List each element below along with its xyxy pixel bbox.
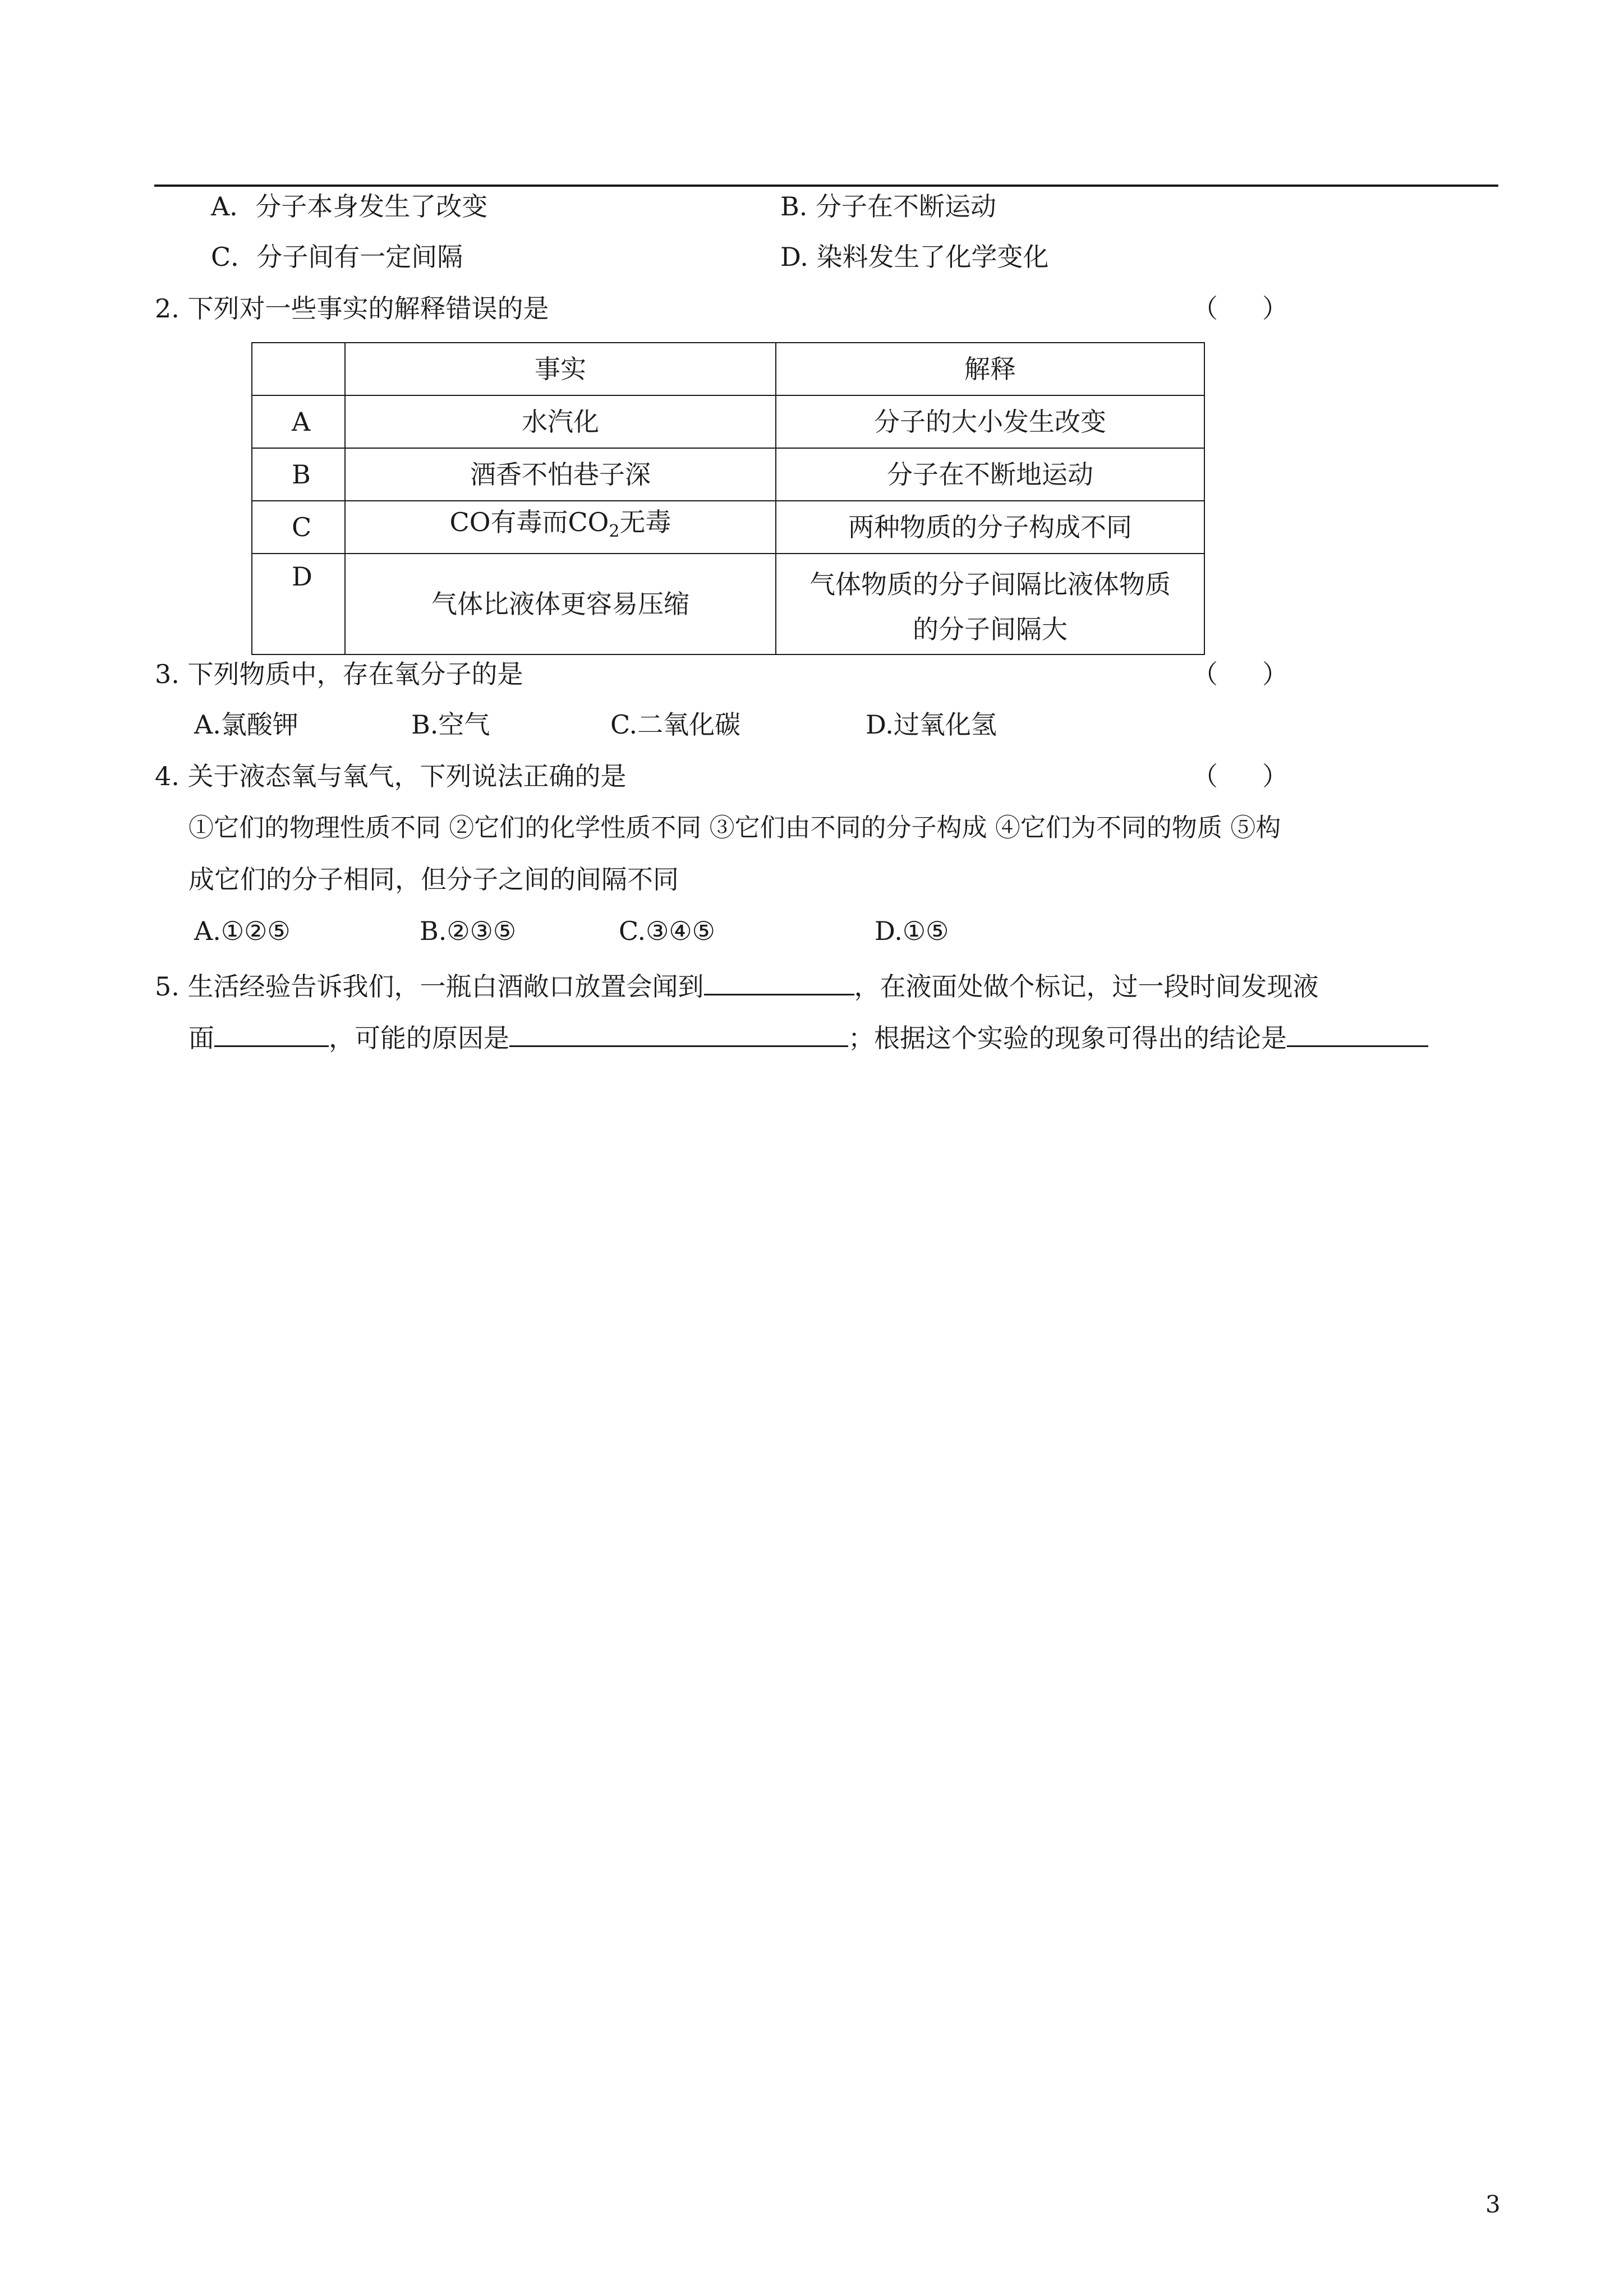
- q4-option-a: A.①②⑤: [194, 916, 291, 946]
- table-row: [252, 501, 1204, 554]
- fact-text: CO有毒而CO: [449, 507, 609, 538]
- q1-option-b: B. 分子在不断运动: [780, 191, 997, 222]
- q5-line1: [155, 966, 1319, 1003]
- q5-line2: [188, 1017, 1428, 1055]
- q5-blank-smell: [704, 966, 854, 995]
- q5-text: 5. 生活经验告诉我们，一瓶白酒敞口放置会闻到: [155, 971, 704, 1002]
- table-header-cell: [252, 343, 345, 395]
- row-fact: 水汽化: [345, 395, 776, 448]
- row-letter: D: [252, 554, 345, 654]
- table-row: [252, 395, 1204, 448]
- row-explanation: 分子在不断地运动: [776, 448, 1204, 501]
- table-row: [252, 554, 1204, 654]
- q5-text: ；根据这个实验的现象可得出的结论是: [848, 1023, 1287, 1053]
- q4-option-d: D.①⑤: [875, 916, 949, 946]
- q3-paren-right: ）: [1262, 659, 1288, 689]
- explanation-line: 气体物质的分子间隔比液体物质: [809, 569, 1171, 600]
- table-row: [252, 448, 1204, 501]
- q3-option-d: D.过氧化氢: [866, 709, 997, 740]
- q1-option-d: D. 染料发生了化学变化: [780, 242, 1049, 272]
- q5-text: ，可能的原因是: [329, 1023, 509, 1053]
- q5-text: 面: [188, 1023, 214, 1053]
- q5-text: ，在液面处做个标记，过一段时间发现液: [854, 971, 1319, 1002]
- row-fact: [345, 501, 776, 554]
- q3-option-c: C.二氧化碳: [610, 709, 741, 740]
- row-fact: 气体比液体更容易压缩: [345, 554, 776, 654]
- q3-option-a: A.氯酸钾: [194, 709, 298, 740]
- explanation-line: 的分子间隔大: [913, 614, 1068, 644]
- subscript: 2: [609, 522, 620, 542]
- row-letter: C: [252, 501, 345, 554]
- top-rule: [154, 185, 1498, 187]
- row-letter: A: [252, 395, 345, 448]
- page-number: 3: [1485, 2191, 1501, 2218]
- q4-statements-line1: ①它们的物理性质不同 ②它们的化学性质不同 ③它们由不同的分子构成 ④它们为不同的物质 ⑤构: [188, 813, 1281, 842]
- q1-option-c: C．分子间有一定间隔: [211, 242, 463, 272]
- row-fact: 酒香不怕巷子深: [345, 448, 776, 501]
- q2-stem: 2. 下列对一些事实的解释错误的是: [155, 293, 549, 324]
- fact-text: 无毒: [619, 507, 671, 538]
- q5-blank-conclusion: [1287, 1017, 1428, 1047]
- table-header-row: [252, 343, 1204, 395]
- q2-paren-right: ）: [1262, 293, 1288, 324]
- q3-option-b: B.空气: [411, 709, 490, 740]
- table-header-cell: 解释: [776, 343, 1204, 395]
- q2-paren-left: （: [1192, 293, 1218, 324]
- q1-option-a: A．分子本身发生了改变: [211, 191, 488, 222]
- q4-paren-left: （: [1192, 761, 1218, 791]
- row-explanation: 两种物质的分子构成不同: [776, 501, 1204, 554]
- row-explanation: 分子的大小发生改变: [776, 395, 1204, 448]
- q4-paren-right: ）: [1262, 761, 1288, 791]
- q5-blank-level: [214, 1017, 329, 1047]
- q3-stem: 3. 下列物质中，存在氧分子的是: [155, 659, 523, 689]
- q3-paren-left: （: [1192, 659, 1218, 689]
- row-explanation: [776, 554, 1204, 654]
- q4-option-c: C.③④⑤: [619, 916, 715, 946]
- table-header-cell: 事实: [345, 343, 776, 395]
- q4-stem: 4. 关于液态氧与氧气，下列说法正确的是: [155, 761, 627, 791]
- q4-option-b: B.②③⑤: [420, 916, 517, 946]
- q5-blank-reason: [509, 1017, 848, 1047]
- row-letter: B: [252, 448, 345, 501]
- q4-statements-line2: 成它们的分子相同，但分子之间的间隔不同: [188, 864, 679, 895]
- q2-facts-table: [251, 342, 1205, 655]
